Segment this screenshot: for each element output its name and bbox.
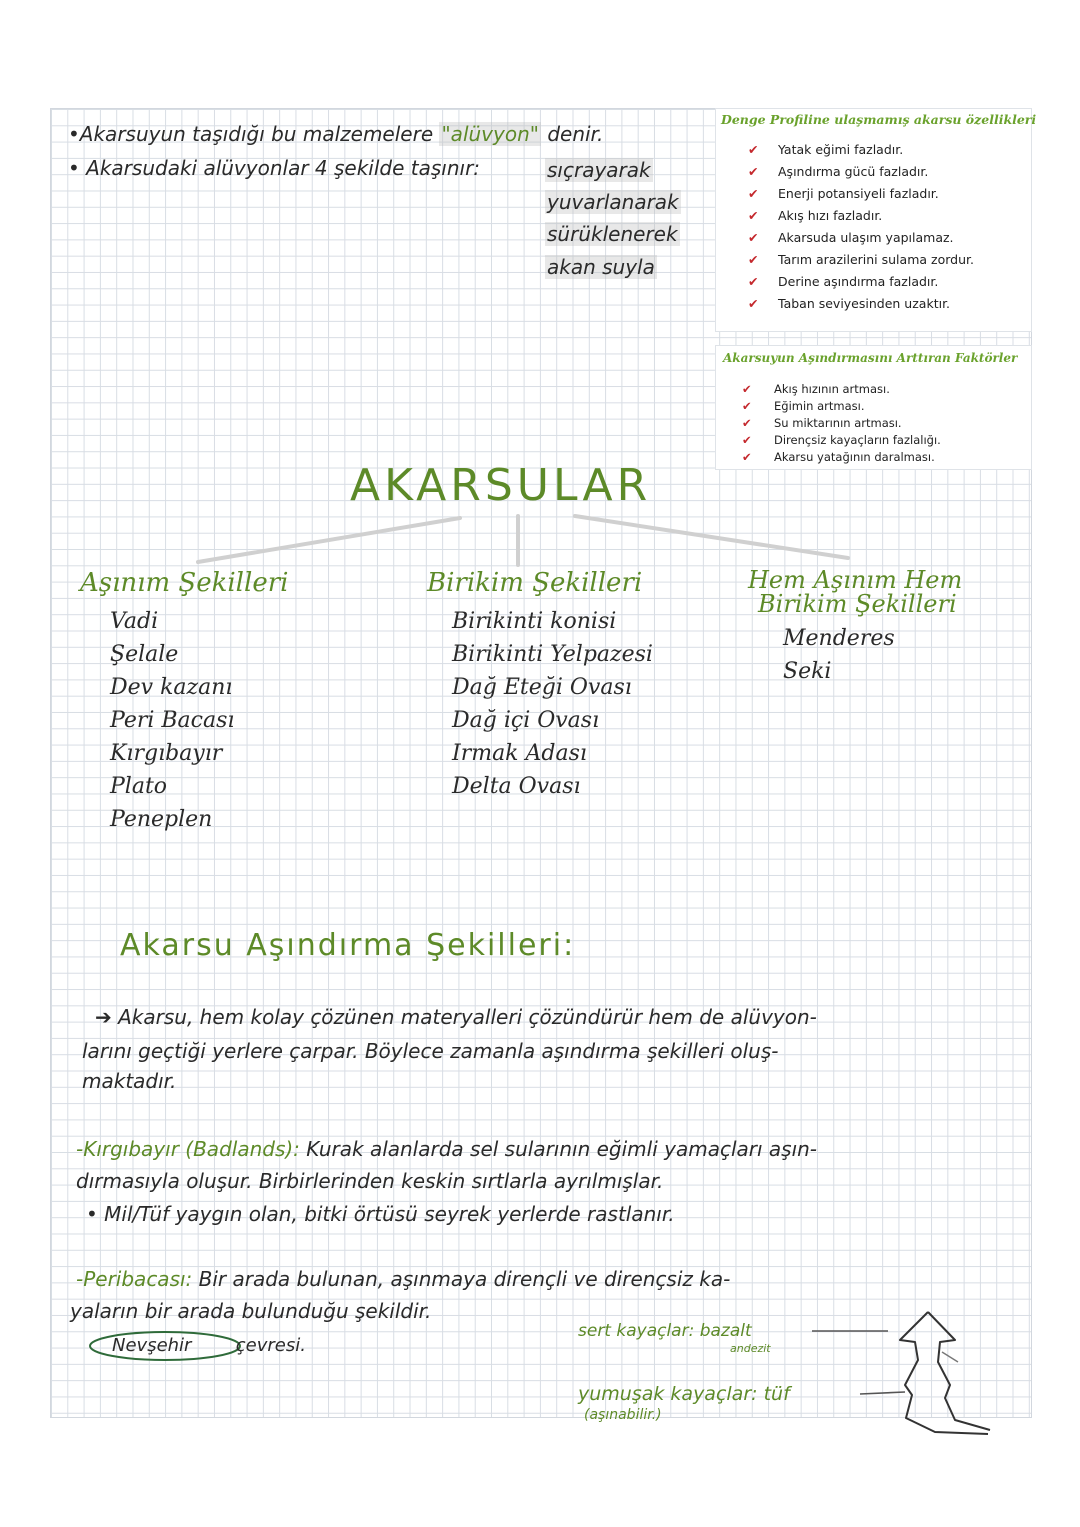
nevsehir-line	[112, 1330, 306, 1361]
denge-profili-title: Denge Profiline ulaşmamış akarsu özellikleri	[721, 112, 1037, 127]
kirgibayir-line1	[76, 1134, 817, 1165]
list-item: Şelale	[110, 642, 179, 667]
list-item	[748, 138, 974, 160]
section2-para-line1: ➔ Akarsu, hem kolay çözünen materyalleri çözündürür hem de alüvyon-	[95, 1005, 817, 1029]
list-item: Vadi	[110, 609, 159, 634]
list-item-text: Eğimin artması.	[774, 398, 865, 413]
section2-para-line3: maktadır.	[82, 1069, 177, 1093]
peribacasi-line1	[76, 1264, 730, 1295]
denge-profili-list	[748, 138, 974, 314]
list-item	[742, 431, 941, 448]
list-item: Birikinti konisi	[452, 609, 617, 634]
list-item-text: Derine aşındırma fazladır.	[778, 273, 939, 289]
birikim-list	[452, 605, 653, 803]
yumusak-kayaclar-sub: (aşınabilir.)	[584, 1407, 662, 1423]
main-title: AKARSULAR	[350, 460, 652, 511]
asindirma-faktorleri-title: Akarsuyun Aşındırmasını Arttıran Faktörler	[723, 351, 1018, 365]
list-item	[748, 248, 974, 270]
check-icon: ✔	[748, 207, 759, 223]
note-line-1-suffix: denir.	[547, 122, 604, 146]
kirgibayir-label: -Kırgıbayır (Badlands):	[76, 1137, 300, 1161]
aluvyon-term: "alüvyon"	[441, 122, 539, 146]
check-icon: ✔	[748, 273, 759, 289]
sert-kayaclar-label: sert kayaçlar: bazalt	[578, 1321, 752, 1341]
list-item: Peneplen	[110, 807, 213, 832]
check-icon: ✔	[742, 398, 752, 413]
hem-list	[783, 622, 895, 688]
check-icon: ✔	[748, 185, 759, 201]
hem-heading-line1: Hem Aşınım Hem	[748, 566, 963, 594]
check-icon: ✔	[748, 141, 759, 157]
asinim-heading: Aşınım Şekilleri	[80, 568, 289, 598]
list-item: Delta Ovası	[452, 774, 581, 799]
list-item-text: Akış hızının artması.	[774, 381, 890, 396]
list-item	[742, 414, 941, 431]
list-item	[742, 380, 941, 397]
sert-kayaclar-sub: andezit	[730, 1342, 771, 1355]
list-item-text: Akarsu yatağının daralması.	[774, 449, 935, 464]
list-item: Dağ Eteği Ovası	[452, 675, 632, 700]
method-1: sıçrayarak	[547, 158, 651, 182]
check-icon: ✔	[748, 251, 759, 267]
list-item: Menderes	[783, 626, 895, 651]
kirgibayir-line3: • Mil/Tüf yaygın olan, bitki örtüsü seyrek yerlerde rastlanır.	[86, 1202, 675, 1226]
list-item: Plato	[110, 774, 168, 799]
list-item-text: Aşındırma gücü fazladır.	[778, 163, 929, 179]
list-item: Kırgıbayır	[110, 741, 223, 766]
nevsehir-rest: çevresi.	[235, 1335, 306, 1356]
asinim-list	[110, 605, 234, 836]
list-item	[742, 397, 941, 414]
section2-para-line2: larını geçtiği yerlere çarpar. Böylece zamanla aşındırma şekilleri oluş-	[82, 1039, 779, 1063]
list-item-text: Tarım arazilerini sulama zordur.	[778, 251, 974, 267]
check-icon: ✔	[742, 449, 752, 464]
kirgibayir-line2: dırmasıyla oluşur. Birbirlerinden keskin sırtlarla ayrılmışlar.	[76, 1169, 664, 1193]
list-item-text: Dirençsiz kayaçların fazlalığı.	[774, 432, 941, 447]
list-item	[748, 226, 974, 248]
list-item-text: Su miktarının artması.	[774, 415, 902, 430]
check-icon: ✔	[748, 229, 759, 245]
note-line-1	[68, 122, 603, 146]
list-item	[748, 270, 974, 292]
list-item: Irmak Adası	[452, 741, 587, 766]
list-item: Dev kazanı	[110, 675, 233, 700]
hem-heading-line2: Birikim Şekilleri	[758, 590, 957, 618]
list-item	[748, 160, 974, 182]
note-line-2: • Akarsudaki alüvyonlar 4 şekilde taşınır:	[68, 156, 481, 180]
check-icon: ✔	[748, 295, 759, 311]
list-item-text: Akış hızı fazladır.	[778, 207, 883, 223]
peribacasi-label: -Peribacası:	[76, 1267, 193, 1291]
check-icon: ✔	[748, 163, 759, 179]
check-icon: ✔	[742, 381, 752, 396]
list-item-text: Yatak eğimi fazladır.	[778, 141, 904, 157]
method-4: akan suyla	[547, 255, 655, 279]
list-item-text: Taban seviyesinden uzaktır.	[778, 295, 951, 311]
list-item	[742, 448, 941, 465]
kirgibayir-text: Kurak alanlarda sel sularının eğimli yamaçları aşın-	[306, 1137, 818, 1161]
list-item: Seki	[783, 659, 832, 684]
list-item: Dağ içi Ovası	[452, 708, 600, 733]
list-item: Peri Bacası	[110, 708, 235, 733]
method-3: sürüklenerek	[547, 222, 678, 246]
section2-title: Akarsu Aşındırma Şekilleri:	[120, 928, 576, 963]
asindirma-faktorleri-list	[742, 380, 941, 465]
list-item-text: Enerji potansiyeli fazladır.	[778, 185, 939, 201]
method-2: yuvarlanarak	[547, 190, 679, 214]
list-item	[748, 182, 974, 204]
check-icon: ✔	[742, 415, 752, 430]
peribacasi-text: Bir arada bulunan, aşınmaya dirençli ve dirençsiz ka-	[198, 1267, 731, 1291]
list-item: Birikinti Yelpazesi	[452, 642, 653, 667]
check-icon: ✔	[742, 432, 752, 447]
note-line-1-prefix: •Akarsuyun taşıdığı bu malzemelere	[68, 122, 434, 146]
peribacasi-line2: yaların bir arada bulunduğu şekildir.	[70, 1299, 432, 1323]
list-item	[748, 292, 974, 314]
list-item-text: Akarsuda ulaşım yapılamaz.	[778, 229, 954, 245]
list-item	[748, 204, 974, 226]
yumusak-kayaclar-label: yumuşak kayaçlar: tüf	[578, 1383, 790, 1405]
nevsehir-text: Nevşehir	[112, 1335, 192, 1356]
birikim-heading: Birikim Şekilleri	[427, 568, 643, 598]
